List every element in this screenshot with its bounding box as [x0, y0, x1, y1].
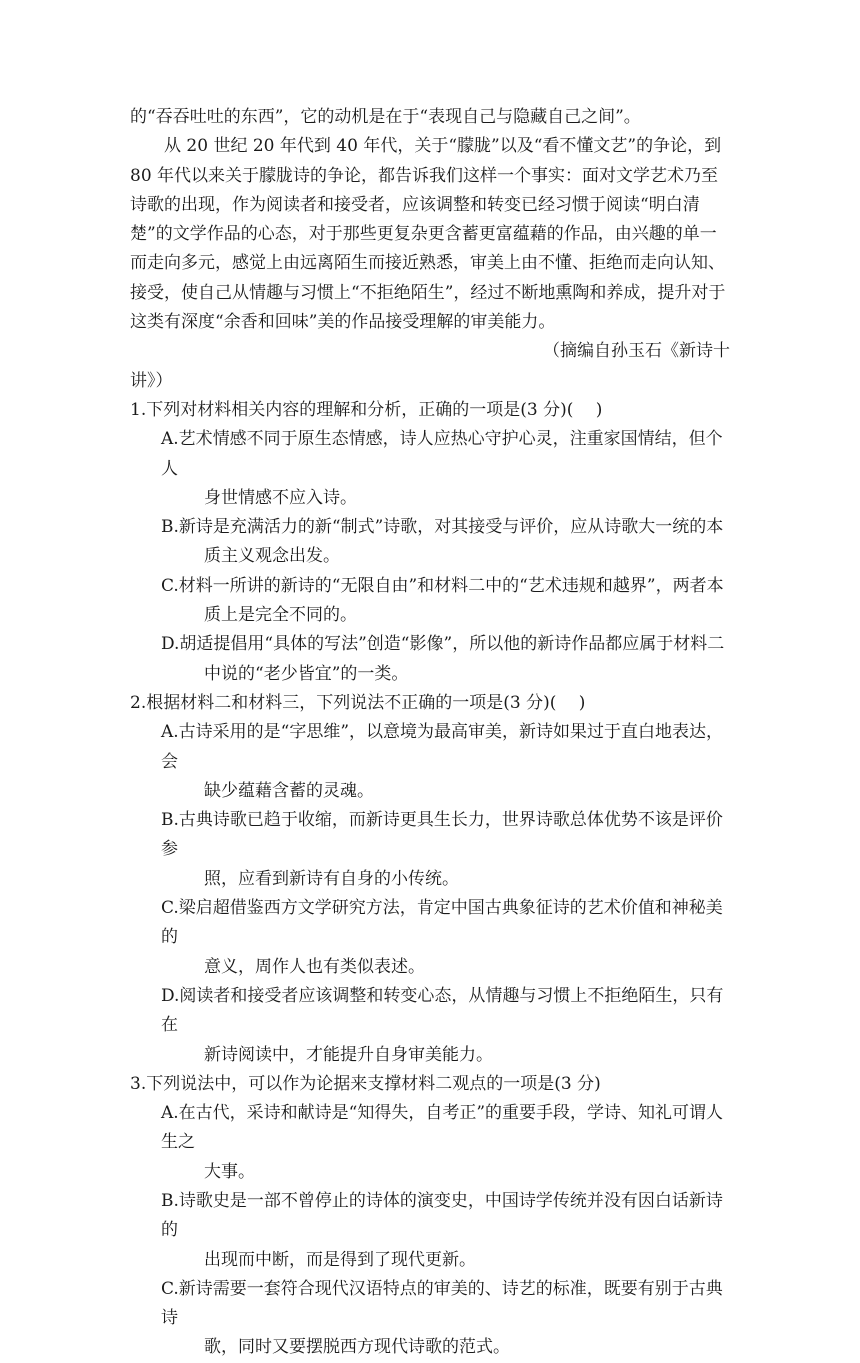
option-text: A.艺术情感不同于原生态情感，诗人应热心守护心灵，注重家国情结，但个人	[161, 429, 723, 479]
option-text: A.古诗采用的是“字思维”，以意境为最高审美，新诗如果过于直白地表达，会	[161, 722, 724, 772]
option-c	[161, 572, 730, 631]
option-text-cont: 大事。	[204, 1161, 255, 1182]
option-text: B.新诗是充满活力的新“制式”诗歌，对其接受与评价，应从诗歌大一统的本	[161, 517, 724, 538]
question-3	[130, 1070, 730, 1363]
option-b	[161, 1187, 730, 1275]
option-text: C.新诗需要一套符合现代汉语特点的审美的、诗艺的标准，既要有别于古典诗	[161, 1278, 723, 1329]
question-2	[130, 689, 730, 1070]
passage-paragraph-2: 从 20 世纪 20 年代到 40 年代，关于“朦胧”以及“看不懂文艺”的争论，到 80 年代以来关于朦胧诗的争论，都告诉我们这样一个事实：面对文学艺术乃至诗歌的出现，作为阅读者和接受者，应该调整和转变已经习惯于阅读“明白清楚”的文学作品的心态，对于那些更复杂更含蓄更富蕴藉的作品，由兴趣的单一而走向多元，感觉上由远离陌生而接近熟悉，审美上由不懂、拒绝而走向认知、接受，使自己从情趣与习惯上“不拒绝陌生”，经过不断地熏陶和养成，提升对于这类有深度“余香和回味”美的作品接受理解的审美能力。	[130, 136, 726, 333]
question-stem: 2.根据材料二和材料三，下列说法不正确的一项是(3 分)( )	[130, 692, 586, 713]
option-b	[161, 806, 730, 894]
option-text-cont: 质上是完全不同的。	[204, 605, 357, 626]
option-text: D.阅读者和接受者应该调整和转变心态，从情趣与习惯上不拒绝陌生，只有在	[161, 985, 724, 1036]
option-text: C.材料一所讲的新诗的“无限自由”和材料二中的“艺术违规和越界”，两者本	[161, 575, 724, 596]
option-a	[161, 425, 730, 513]
option-a	[161, 718, 730, 806]
option-text-cont: 身世情感不应入诗。	[204, 487, 357, 508]
option-d	[161, 982, 730, 1070]
option-text-cont: 新诗阅读中，才能提升自身审美能力。	[204, 1044, 493, 1065]
option-text: B.古典诗歌已趋于收缩，而新诗更具生长力，世界诗歌总体优势不该是评价参	[161, 810, 723, 860]
question-1	[130, 396, 730, 689]
option-c	[161, 894, 730, 982]
option-text: D.胡适提倡用“具体的写法”创造“影像”，所以他的新诗作品都应属于材料二	[161, 634, 725, 655]
option-text: B.诗歌史是一部不曾停止的诗体的演变史，中国诗学传统并没有因白话新诗的	[161, 1190, 723, 1241]
option-text-cont: 照，应看到新诗有自身的小传统。	[204, 868, 459, 889]
option-c	[161, 1275, 730, 1363]
option-b	[161, 513, 730, 572]
option-text-cont: 意义，周作人也有类似表述。	[204, 956, 425, 977]
source-citation-continued: 讲》）	[130, 370, 173, 391]
option-text-cont: 质主义观念出发。	[204, 546, 340, 567]
source-citation: （摘编自孙玉石《新诗十	[543, 341, 730, 362]
question-stem: 3.下列说法中，可以作为论据来支撑材料二观点的一项是(3 分)	[130, 1073, 601, 1094]
option-text: A.在古代，采诗和献诗是“知得失，自考正”的重要手段，学诗、知礼可谓人生之	[161, 1103, 724, 1153]
option-text-cont: 缺少蕴藉含蓄的灵魂。	[204, 780, 374, 801]
option-text-cont: 出现而中断，而是得到了现代更新。	[204, 1249, 476, 1270]
passage	[130, 103, 730, 1363]
option-text: C.梁启超借鉴西方文学研究方法，肯定中国古典象征诗的艺术价值和神秘美的	[161, 898, 723, 948]
question-stem: 1.下列对材料相关内容的理解和分析，正确的一项是(3 分)( )	[130, 399, 603, 420]
passage-line-1: 的“吞吞吐吐的东西”，它的动机是在于“表现自己与隐藏自己之间”。	[130, 107, 641, 127]
option-d	[161, 630, 730, 689]
option-a	[161, 1099, 730, 1187]
option-text-cont: 中说的“老少皆宜”的一类。	[204, 663, 409, 684]
option-text-cont: 歌，同时又要摆脱西方现代诗歌的范式。	[204, 1337, 510, 1358]
